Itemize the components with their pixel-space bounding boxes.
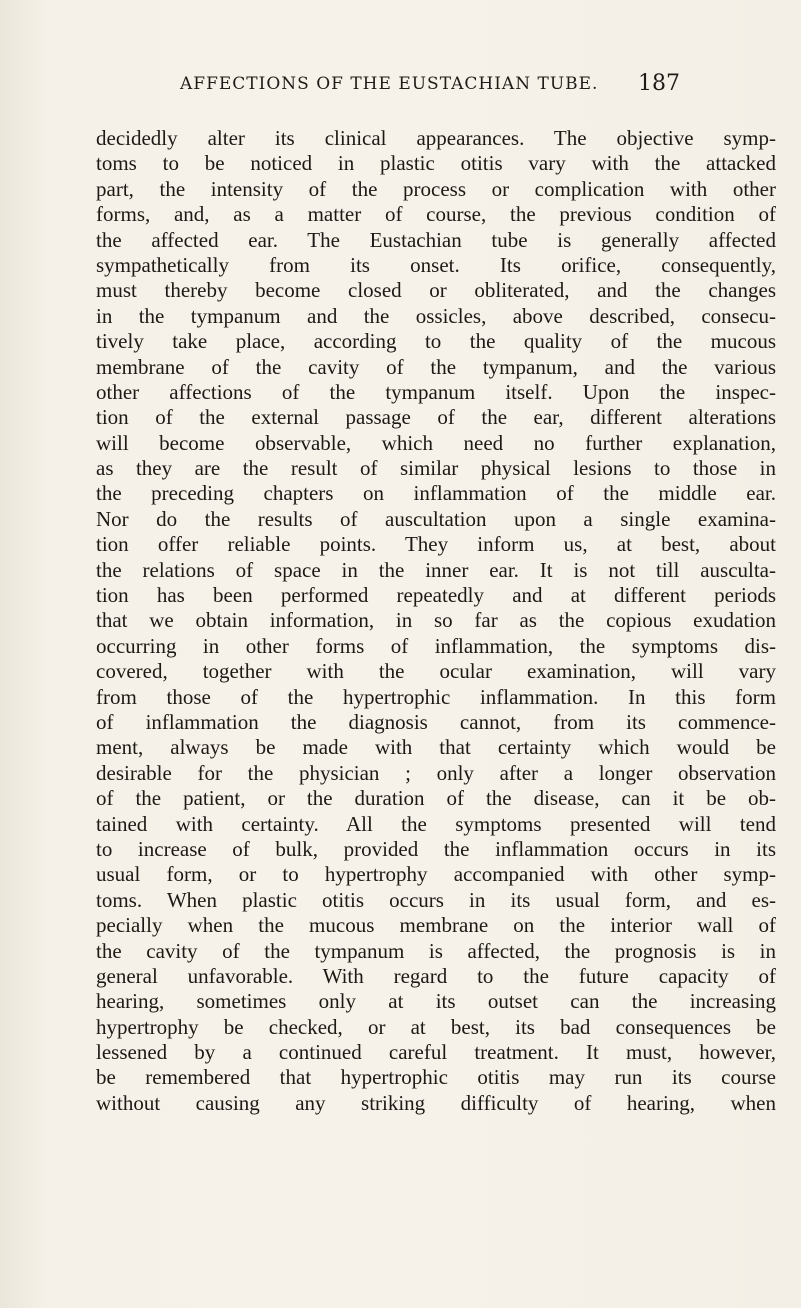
text-line: other affections of the tympanum itself. Upon the inspec- [96,379,776,404]
text-line: the affected ear. The Eustachian tube is generally affected [96,227,776,252]
text-line: tively take place, according to the quality of the mucous [96,329,776,354]
text-line: the cavity of the tympanum is affected, the prognosis is in [96,938,776,963]
text-line: usual form, or to hypertrophy accompanied with other symp- [96,862,776,887]
text-line: from those of the hypertrophic inflammation. In this form [96,684,776,709]
text-line: hearing, sometimes only at its outset can the increasing [96,989,776,1014]
page-number: 187 [638,71,680,96]
text-line: that we obtain information, in so far as the copious exudation [96,608,776,633]
body-text [96,126,776,1116]
text-line: the preceding chapters on inflammation of the middle ear. [96,481,776,506]
text-line: tion has been performed repeatedly and at different periods [96,583,776,608]
text-line: to increase of bulk, provided the inflammation occurs in its [96,836,776,861]
text-line: desirable for the physician ; only after a longer observation [96,760,776,785]
text-line: membrane of the cavity of the tympanum, and the various [96,354,776,379]
text-line: part, the intensity of the process or complication with other [96,176,776,201]
text-line: in the tympanum and the ossicles, above described, consecu- [96,303,776,328]
text-line: covered, together with the ocular examination, will vary [96,659,776,684]
text-line: toms. When plastic otitis occurs in its usual form, and es- [96,887,776,912]
text-line: sympathetically from its onset. Its orifice, consequently, [96,252,776,277]
text-line: toms to be noticed in plastic otitis vary with the attacked [96,151,776,176]
text-line: pecially when the mucous membrane on the interior wall of [96,913,776,938]
text-line: lessened by a continued careful treatment. It must, however, [96,1040,776,1065]
text-line: will become observable, which need no further explanation, [96,430,776,455]
text-line: of the patient, or the duration of the disease, can it be ob- [96,786,776,811]
text-line: of inflammation the diagnosis cannot, from its commence- [96,709,776,734]
text-line: Nor do the results of auscultation upon a single examina- [96,506,776,531]
text-line: ment, always be made with that certainty which would be [96,735,776,760]
text-line: tion offer reliable points. They inform us, at best, about [96,532,776,557]
text-line: be remembered that hypertrophic otitis may run its course [96,1065,776,1090]
text-line: occurring in other forms of inflammation, the symptoms dis- [96,633,776,658]
text-line: general unfavorable. With regard to the future capacity of [96,963,776,988]
text-line: decidedly alter its clinical appearances. The objective symp- [96,126,776,150]
text-line: must thereby become closed or obliterated, and the changes [96,278,776,303]
text-line: forms, and, as a matter of course, the previous condition of [96,202,776,227]
text-line: as they are the result of similar physical lesions to those in [96,456,776,481]
text-line: without causing any striking difficulty of hearing, when [96,1090,776,1115]
text-line: tained with certainty. All the symptoms presented will tend [96,811,776,836]
text-line: hypertrophy be checked, or at best, its bad consequences be [96,1014,776,1039]
running-head: AFFECTIONS OF THE EUSTACHIAN TUBE. [180,74,599,94]
text-line: tion of the external passage of the ear, different alterations [96,405,776,430]
page-header [180,71,680,104]
text-line: the relations of space in the inner ear. It is not till ausculta- [96,557,776,582]
